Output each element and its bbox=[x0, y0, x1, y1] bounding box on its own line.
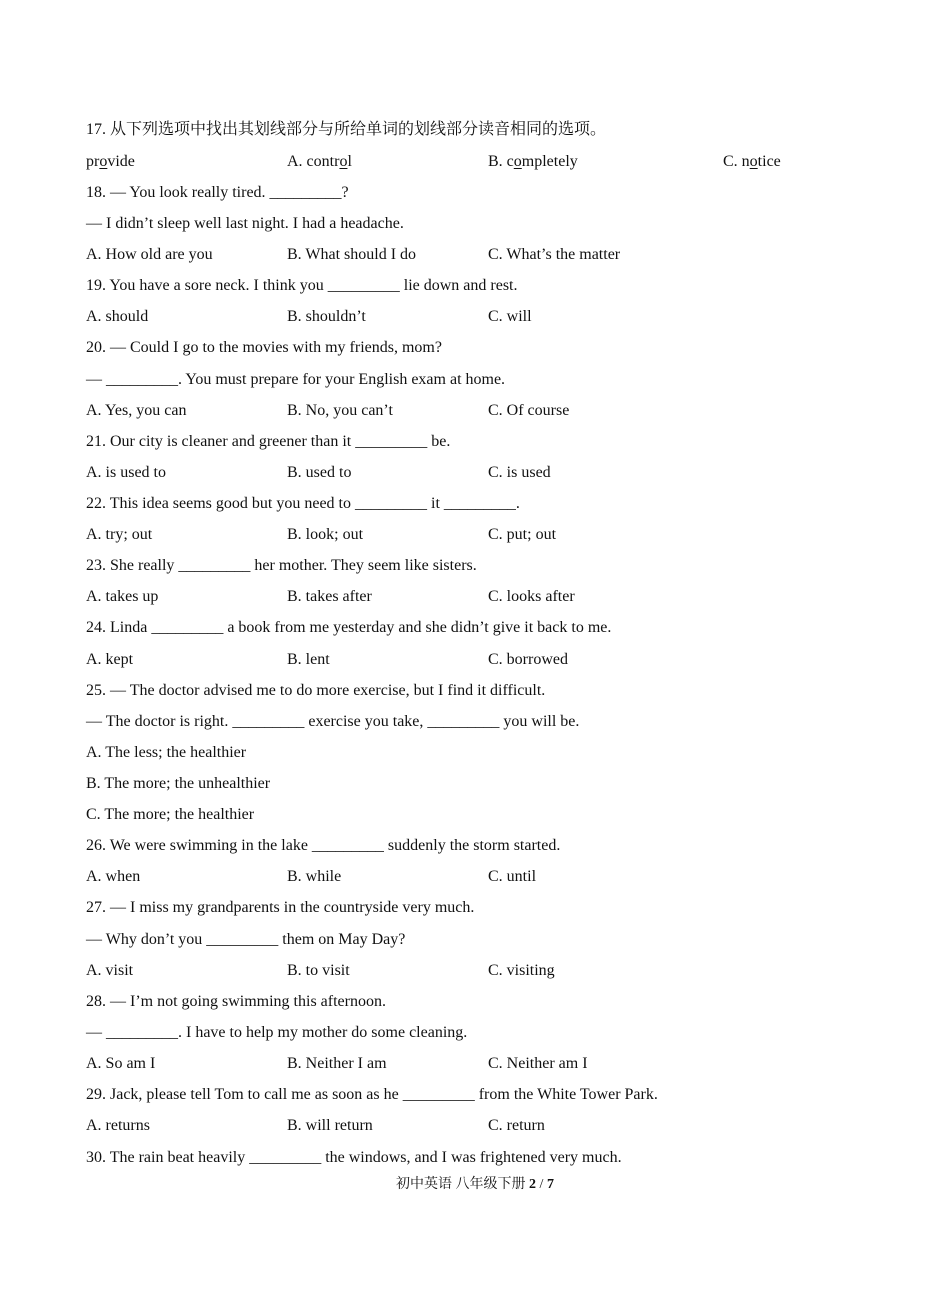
q29-option-b: B. will return bbox=[287, 1117, 373, 1134]
q22-option-a: A. try; out bbox=[86, 526, 153, 543]
q24-option-a: A. kept bbox=[86, 651, 134, 668]
q27-option-b: B. to visit bbox=[287, 962, 350, 979]
q26-option-a: A. when bbox=[86, 868, 141, 885]
q24-option-b: B. lent bbox=[287, 651, 330, 668]
q18-line2: — I didn’t sleep well last night. I had a headache. bbox=[86, 215, 404, 232]
q20-stem: 20. — Could I go to the movies with my friends, mom? bbox=[86, 339, 442, 356]
page-footer bbox=[0, 1173, 950, 1197]
q25-stem: 25. — The doctor advised me to do more exercise, but I find it difficult. bbox=[86, 682, 546, 699]
q17-word: provide bbox=[86, 153, 135, 170]
footer-subject: 初中英语 八年级下册 bbox=[396, 1177, 530, 1192]
q21-option-c: C. is used bbox=[488, 464, 551, 481]
q29-option-c: C. return bbox=[488, 1117, 545, 1134]
q22-stem: 22. This idea seems good but you need to _________ it _________. bbox=[86, 495, 520, 512]
q18-option-c: C. What’s the matter bbox=[488, 246, 621, 263]
q27-option-c: C. visiting bbox=[488, 962, 555, 979]
q27-line2: — Why don’t you _________ them on May Day? bbox=[86, 931, 406, 948]
q17-stem: 17. 从下列选项中找出其划线部分与所给单词的划线部分读音相同的选项。 bbox=[86, 121, 607, 138]
footer-separator: / bbox=[536, 1177, 547, 1192]
q21-option-a: A. is used to bbox=[86, 464, 166, 481]
footer-page-total: 7 bbox=[546, 1177, 554, 1192]
q27-stem: 27. — I miss my grandparents in the countryside very much. bbox=[86, 899, 475, 916]
q21-option-b: B. used to bbox=[287, 464, 352, 481]
q23-option-a: A. takes up bbox=[86, 588, 159, 605]
q27-option-a: A. visit bbox=[86, 962, 134, 979]
q28-line2: — _________. I have to help my mother do some cleaning. bbox=[86, 1024, 468, 1041]
q25-line2: — The doctor is right. _________ exercise you take, _________ you will be. bbox=[86, 713, 580, 730]
q17-option-a: A. control bbox=[287, 153, 352, 170]
q18-stem: 18. — You look really tired. _________? bbox=[86, 184, 349, 201]
q20-option-b: B. No, you can’t bbox=[287, 402, 393, 419]
footer-page-number: 2 bbox=[529, 1177, 537, 1192]
q29-option-a: A. returns bbox=[86, 1117, 150, 1134]
q24-option-c: C. borrowed bbox=[488, 651, 568, 668]
q26-option-c: C. until bbox=[488, 868, 537, 885]
q20-option-a: A. Yes, you can bbox=[86, 402, 187, 419]
q23-stem: 23. She really _________ her mother. They seem like sisters. bbox=[86, 557, 477, 574]
q20-option-c: C. Of course bbox=[488, 402, 570, 419]
q19-option-c: C. will bbox=[488, 308, 532, 325]
q28-option-b: B. Neither I am bbox=[287, 1055, 387, 1072]
q21-stem: 21. Our city is cleaner and greener than it _________ be. bbox=[86, 433, 451, 450]
q23-option-b: B. takes after bbox=[287, 588, 372, 605]
q22-option-b: B. look; out bbox=[287, 526, 364, 543]
q25-option-a: A. The less; the healthier bbox=[86, 744, 247, 761]
q24-stem: 24. Linda _________ a book from me yesterday and she didn’t give it back to me. bbox=[86, 619, 612, 636]
q19-option-a: A. should bbox=[86, 308, 149, 325]
q25-option-b: B. The more; the unhealthier bbox=[86, 775, 271, 792]
q26-option-b: B. while bbox=[287, 868, 342, 885]
q18-option-a: A. How old are you bbox=[86, 246, 213, 263]
q25-option-c: C. The more; the healthier bbox=[86, 806, 255, 823]
q18-option-b: B. What should I do bbox=[287, 246, 417, 263]
q26-stem: 26. We were swimming in the lake _________ suddenly the storm started. bbox=[86, 837, 561, 854]
q19-stem: 19. You have a sore neck. I think you _________ lie down and rest. bbox=[86, 277, 518, 294]
q30-stem: 30. The rain beat heavily _________ the windows, and I was frightened very much. bbox=[86, 1149, 622, 1166]
q19-option-b: B. shouldn’t bbox=[287, 308, 366, 325]
q28-option-a: A. So am I bbox=[86, 1055, 156, 1072]
q28-stem: 28. — I’m not going swimming this afternoon. bbox=[86, 993, 386, 1010]
q20-line2: — _________. You must prepare for your English exam at home. bbox=[86, 371, 506, 388]
q22-option-c: C. put; out bbox=[488, 526, 557, 543]
q17-option-b: B. completely bbox=[488, 153, 578, 170]
q23-option-c: C. looks after bbox=[488, 588, 575, 605]
q17-option-c: C. notice bbox=[723, 153, 781, 170]
q29-stem: 29. Jack, please tell Tom to call me as soon as he _________ from the White Tower Park. bbox=[86, 1086, 658, 1103]
q28-option-c: C. Neither am I bbox=[488, 1055, 588, 1072]
